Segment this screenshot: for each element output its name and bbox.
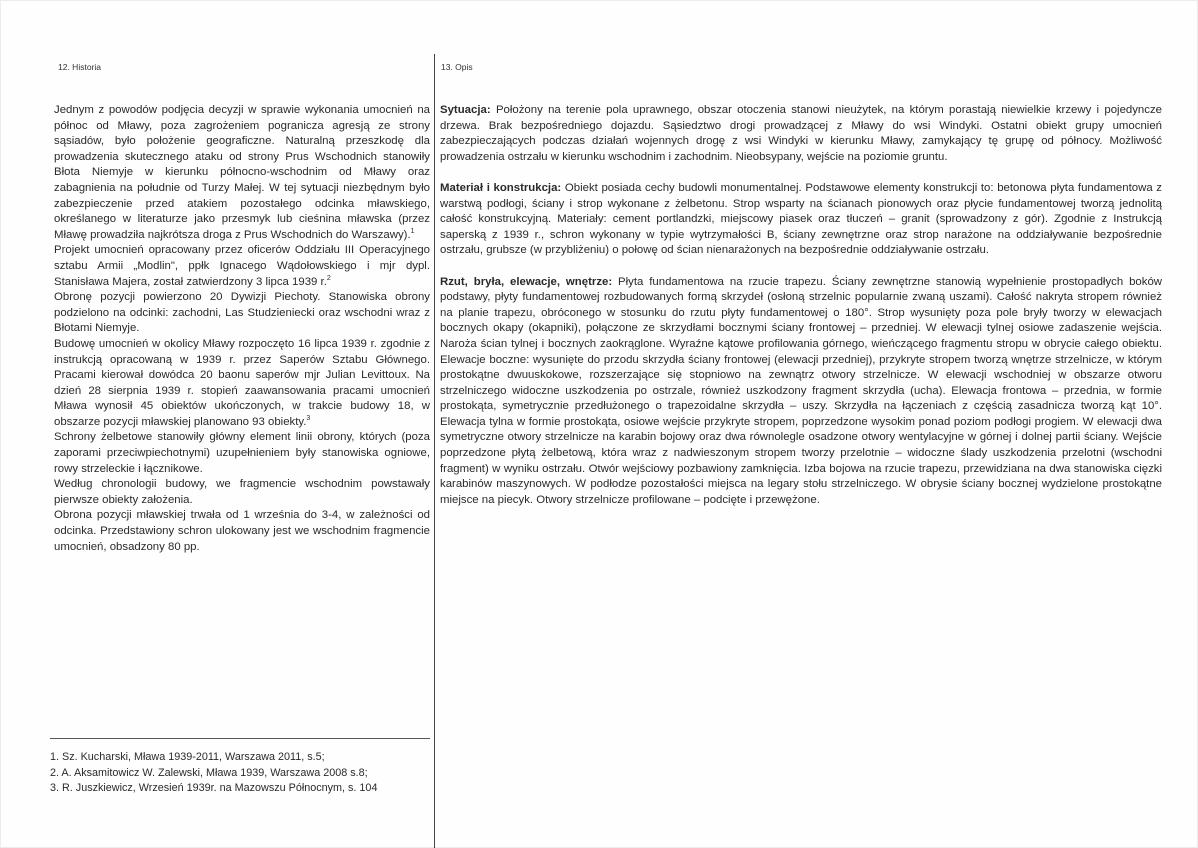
history-paragraph: Według chronologii budowy, we fragmencie wschodnim powstawały pierwsze obiekty założenia. bbox=[54, 478, 430, 506]
footnote: 1. Sz. Kucharski, Mława 1939-2011, Warszawa 2011, s.5; bbox=[50, 751, 325, 763]
section-header-history: 12. Historia bbox=[58, 62, 101, 72]
footnote-ref: 2 bbox=[326, 274, 331, 282]
history-paragraph: Obronę pozycji powierzono 20 Dywizji Piechoty. Stanowiska obrony podzielono na odcinki: zachodni, Las Studzieniecki oraz wschodni wraz z Błotami Niemyje. bbox=[54, 291, 430, 335]
history-paragraph: Schrony żelbetowe stanowiły główny element linii obrony, których (poza zaporami przeciwpiechotnymi) uzupełnieniem były stanowiska ogniowe, rowy strzeleckie i łącznikowe. bbox=[54, 431, 430, 475]
footnote-ref: 1 bbox=[410, 227, 415, 235]
section-header-description: 13. Opis bbox=[441, 62, 473, 72]
footnote-separator bbox=[50, 738, 430, 739]
footnotes bbox=[50, 750, 410, 797]
history-paragraph: Jednym z powodów podjęcia decyzji w sprawie wykonania umocnień na północ od Mławy, poza zagrożeniem pogranicza agresją ze strony sąsiadów, było położenie geograficzne. Naturalną przeszkodę dla prowadzenia skutecznego ataku od strony Prus Wschodnich stanowiły Błota Niemyje w kierunku północno-wschodnim od Mławy oraz zabagnienia na południe od Turzy Małej. W tej sytuacji niezbędnym było zabezpieczenie przed atakiem pozostałego odcinka mławskiego, określanego w literaturze jako przesmyk lub cieśnina mławska (przez Mławę prowadziła najkrótsza droga z Prus Wschodnich do Warszawy).$^1$ bbox=[54, 104, 430, 241]
history-column bbox=[54, 103, 430, 555]
footnote: 3. R. Juszkiewicz, Wrzesień 1939r. na Mazowszu Północnym, s. 104 bbox=[50, 782, 378, 795]
plan-label: Rzut, bryła, elewacje, wnętrze: bbox=[440, 275, 613, 288]
footnote-ref: 3 bbox=[306, 415, 311, 423]
situation-label: Sytuacja: bbox=[440, 104, 491, 116]
column-divider bbox=[434, 54, 435, 848]
history-paragraph: Projekt umocnień opracowany przez oficerów Oddziału III Operacyjnego sztabu Armii „Modlin", ppłk Ignacego Wądołowskiego i mjr dypl. Stanisława Majera, został zatwierdzony 3 lipca 1939 r.$^2$ bbox=[54, 244, 430, 288]
situation-paragraph: Sytuacja: Położony na terenie pola uprawnego, obszar otoczenia stanowi nieużytek, na którym porastają niewielkie krzewy i pojedyncze drzewa. Brak bezpośredniego dojazdu. Sąsiedztwo drogi prowadzącej z Mławy do wsi Windyki. Ostatni obiekt grupy umocnień zabezpieczających podczas działań wojennych drogę z wsi Windyki w kierunku Mławy, zamykający tę grupę od północy. Możliwość prowadzenia ostrzału w kierunku wschodnim i zachodnim. Nieobsypany, wejście na poziomie gruntu. bbox=[440, 104, 1162, 163]
material-label: Materiał i konstrukcja: bbox=[440, 181, 562, 194]
description-column bbox=[440, 103, 1162, 524]
history-paragraph: Budowę umocnień w okolicy Mławy rozpoczęto 16 lipca 1939 r. zgodnie z instrukcją opracowaną w 1939 r. przez Saperów Sztabu Głównego. Pracami kierował dowódca 20 baonu saperów mjr Julian Levittoux. Na dzień 28 sierpnia 1939 r. stopień zaawansowania pracami umocnień Mława wynosił 45 obiektów ukończonych, w trakcie budowy 18, w obszarze pozycji mławskiej planowano 93 obiekty.$^3$ bbox=[54, 337, 430, 428]
material-paragraph: Materiał i konstrukcja: Obiekt posiada cechy budowli monumentalnej. Podstawowe elementy konstrukcji to: betonowa płyta fundamentowa z warstwą podłogi, ściany i strop wykonane z żelbetonu. Strop wsparty na ścianach pionowych oraz płycie fundamentowej tworzą jednolitą całość konstrukcyjną. Materiały: cement portlandzki, miejscowy piasek oraz tłuczeń – granit (sprowadzony z gór). Zgodnie z Instrukcją saperską z 1939 r., schron wykonany w typie wytrzymałości B, ściany zewnętrzne oraz strop narażone na oddziaływanie bezpośrednie ostrzału, grubsze (w przybliżeniu) o połowę od ścian nienarażonych na bezpośrednie oddziaływanie ostrzału. bbox=[440, 181, 1162, 257]
plan-paragraph: Rzut, bryła, elewacje, wnętrze: Płyta fundamentowa na rzucie trapezu. Ściany zewnętrzne stanowią wypełnienie prostopadłych boków podstawy, płyty fundamentowej rozbudowanych formą skrzydeł (osłoną strzelnic popularnie zwaną uszami). Całość nakryta stropem również na planie trapezu, obróconego w stosunku do rzutu płyty fundamentowej o 180°. Strop wysunięty poza pole bryły tworzy w elewacjach bocznych okapy (okapniki), połączone ze skrzydłami bocznymi ściany frontowej – przedniej. W elewacji tylnej osiowe zadaszenie wejścia. Naroża ścian tylnej i bocznych zaokrąglone. Wyraźne kątowe profilowania górnego, wieńczącego fragmentu stropu w obrycie całego obiektu. Elewacje boczne: wysunięte do przodu skrzydła ściany frontowej (elewacji przedniej), przykryte stropem tworzą wnętrze strzelnicze, w którym prostokątne dwuuskokowe, rozszerzające się stopniowo na zewnątrz otwory strzelnicze. W elewacji wschodniej w obszarze otworu strzelniczego widoczne uszkodzenia po ostrzale, również uszkodzony fragment skrzydła (ucha). Elewacja frontowa – przednia, w formie prostokąta, symetrycznie przedłużonego o trapezoidalne skrzydła – uszy. Skrzydła na łączeniach z częścią zasadnicza tworzą kąt 10°. Elewacja tylna w formie prostokąta, osiowe wejście przykryte stropem, poprzedzone wysokim ponad poziom podłogi progiem. W elewacji dwa symetryczne otwory strzelnicze na karabin bojowy oraz dwa równolegle osadzone otwory wentylacyjne w górnej i dolnej partii ściany. Wejście poprzedzone płytą żelbetową, która wraz z nadwieszonym stropem tworzy przelotnie – widoczne ślady uszkodzenia przelotni (wschodni fragment) w wyniku ostrzału. Otwór wejściowy pozbawiony zamknięcia. Izba bojowa na rzucie trapezu, przewidziana na dwa stanowiska cięzki karabinów maszynowych. W podłodze pozostałości miejsca na legary stołu strzelniczego. W obrysie ściany bocznej wydzielone prostokątne miejsce na piecyk. Otwory strzelnicze profilowane – podcięte i przewężone. bbox=[440, 275, 1163, 506]
history-paragraph: Obrona pozycji mławskiej trwała od 1 września do 3-4, w zależności od odcinka. Przedstawiony schron ulokowany jest we wschodnim fragmencie umocnień, obsadzony 80 pp. bbox=[54, 509, 430, 553]
footnote: 2. A. Aksamitowicz W. Zalewski, Mława 1939, Warszawa 2008 s.8; bbox=[50, 766, 368, 779]
